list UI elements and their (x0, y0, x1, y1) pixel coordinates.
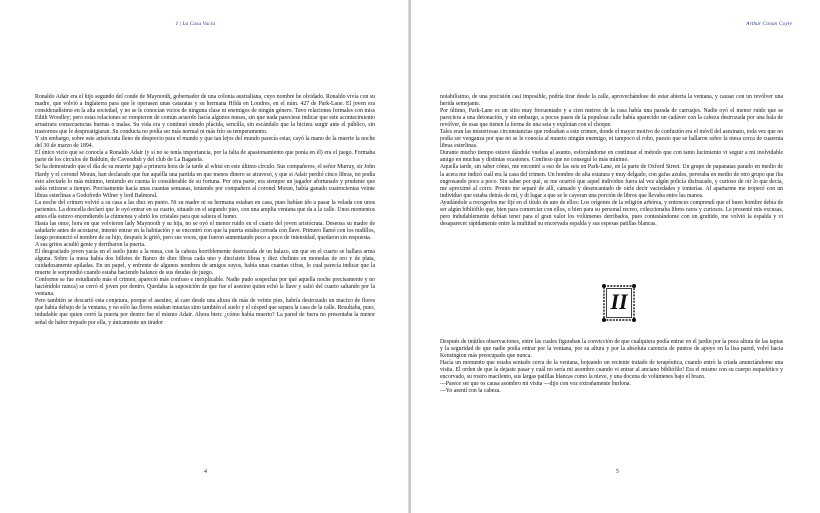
paragraph: Durante mucho tiempo estuve dándole vueltas al asunto, esforzándome en continuar el método que con tanto lucimiento vi seguir a mi inolvidable amigo en muchas y distintas ocasiones. Confieso que no conseguí lo más mínimo. (440, 150, 783, 164)
right-page-body-bottom (440, 339, 783, 395)
running-head: I | La Casa Vacía (176, 21, 216, 27)
chapter-ornament (601, 283, 637, 323)
paragraph: Y sin embargo, sobre este aristócrata lleno de desprecio para el mundo y que tan lejos del mundo parecía estar, cayó la mano de la muerte la noche del 30 de marzo de 1894. (35, 136, 375, 150)
paragraph: —Parece ser que os causa asombro mi visita —dijo con voz extrañamente burlona. (440, 381, 631, 388)
running-head: Arthur Conan Coyle (746, 21, 792, 27)
paragraph: El desgraciado joven yacía en el suelo junto a la mesa, con la cabeza horriblemente destrozada de un balazo, sin que en el cuarto se hallara arma alguna. Sobre la mesa había dos billetes de Banco de diez libras cada uno y diecisiete libras y diez chelines en monedas de oro y de plata, cuidadosamente apiladas. En un papel, y enfrente de algunos nombres de amigos suyos, había unas cuantas cifras, lo cual parecía indicar que la muerte le sorprendió cuando estaba haciendo balance de sus deudas de juego. (35, 249, 375, 277)
paragraph: Hasta las once, hora en que volvieron lady Maynooth y su hija, no se oyó el menor ruido en el cuarto del joven aristócrata. Deseosa su madre de saludarle antes de acostarse, intentó entrar en la habitación y se encontró con que la puerta estaba cerrada con llave. Primero llamó con los nudillos, luego pronunció el nombre de su hijo, después le gritó, pero sus voces, que fueron aumentando poco a poco de intensidad, quedaron sin respuesta. (35, 220, 375, 241)
paragraph: A sus gritos acudió gente y derribaron la puerta. (35, 241, 146, 248)
paragraph: notabilísimo, de una precisión casi imposible, podría tirar desde la calle, aprovechándose de estar abierta la ventana, y causar con un revólver una herida semejante. (440, 94, 783, 108)
paragraph: Conforme se fue estudiando más el crimen, apareció más confuso e inexplicable. Nadie pudo sospechar por qué aquella noche precisamente y no haciéndolo nunca) se cerró el joven por dentro. Quedaba la suposición de que fue el asesino quien echó la llave y salió del cuarto saltando por la ventana. (35, 277, 375, 298)
paragraph: Ronaldo Adair era el hijo segundo del conde de Maynooth, gobernador de una colonia australiana, cuyo nombre he olvidado. Ronaldo vivía con su madre, que volvió a Inglaterra para que le operasen unas cataratas y su hermana Hilda en Londres, en el núm. 427 de Park-Lane. El joven era consideradísimo en la alta sociedad, y no se le conocían vicios de ninguna clase ni enemigos de ningún género. Tuvo relaciones formales con miss Edith Woodley; pero estas relaciones se rompieron de común acuerdo hacía algunos meses, sin que nada pareciese indicar que este acontecimiento arrastrara consecuencias buenas o malas. Su vida era y continuó siendo plácida, sencilla, sin escándalo que la hiciera surgir ante el público, sin trastornos que le despreatigiaran. Su conducta no podía ser más normal ni más frío su temperamento. (35, 94, 375, 136)
right-page-body-top (440, 94, 783, 228)
paragraph: El único vicio que se conocía a Ronaldo Adair (y si no se tenía importancia, por la falta de apasionamiento que ponía en él) era el juego. Formaba parte de los círculos de Balduin, de Cavendish y del club de La Bagatela. (35, 150, 375, 164)
paragraph: La noche del crimen volvió a su casa a las diez en punto. Ni su madre ni su hermana estaban en casa, pues habían ido a pasar la velada con unos parientes. La doncella declaró que le oyó entrar en su cuarto, situado en el segundo piso, con una amplia ventana que da a la calle. Unos momentos antes ella estuvo encendiendo la chimenea y abrió los cristales para que saliera el humo. (35, 199, 375, 220)
right-page (411, 0, 820, 513)
paragraph: Pero también se descartó esta conjetura, porque el asesino, al caer desde una altura de más de veinte pies, habría destrozado un macizo de flores que había debajo de la ventana, y no sólo las flores estaban intactas sino también el suelo y el césped que separa la casa de la calle. Resultaba, pues, indudable que quien cerró la puerta por dentro fue el mismo Adair. Ahora bien: ¿cómo había muerto? La pared de fuera no presentaba la menor señal de haber trepado por ella, y únicamente un tirador (35, 298, 375, 326)
left-page-body (35, 94, 375, 327)
paragraph: Hacía un momento que estaba sentado cerca de la ventana, hojeando un reciente tratado de terapéutica, cuando entró la criada anunciándome una visita. El orden de que la dejaste pasar y cuál no sería mi asombro cuando vi entrar al anciano bibliófilo! Era el mismo con su cuerpo esquelético y encorvado, su rostro macilento, sus largas patillas blancas como la nieve, y una docena de volúmenes bajo el brazo. (440, 360, 783, 381)
paragraph: —Yo asentí con la cabeza. (440, 388, 501, 395)
paragraph: Aquella tarde, sin saber cómo, me encontré a eso de las seis en Park-Lane, en la parte de Oxford Street. Un grupo de papanatas parado en medio de la acera me indicó cuál era la casa del crimen. Un hombre de alta estatura y muy delgado, con gafas azules, peroraba en medio de otro grupo que iba engrosando poco a poco. Sin saber por qué, se me ocurrió que aquel individuo fuera tal vez algún policía disfrazado, y curioso de oír lo que decía, me aproximé al corro. Pronto me separé de allí, cansado y desencantado de oírle decir vaciedades y tonterías. Al apartarme me tropecé con un individuo que estaba detrás de mí, y di lugar a que se le cayeran una porción de libros que llevaba entre las manos. (440, 164, 783, 199)
page-number: 4 (204, 469, 207, 475)
page-number: 5 (616, 469, 619, 475)
paragraph: Ayudándole a recogerlos me fijé en el título de uno de ellos: Los orígenes de la religión arbórea, y entonces comprendí que el buen hombre debía de ser algún bibliófilo que, bien para comerciar con ellos, o bien para su personal recreo, coleccionaba libros raros y curiosos. Le presenté mis excusas, pero indudablemente debían tener para el gran valor los volúmenes derribados, pues contestándome con un gruñido, me volvió la espalda y vi desaparecer rápidamente entre la multitud su encorvada espalda y sus espesas patillas blancas. (440, 199, 783, 227)
paragraph: Por último, Park-Lane es un sitio muy frecuentado y a cien metros de la casa había una parada de carruajes. Nadie oyó el menor ruido que se pareciera a una detonación, y sin embargo, a pocos pasos de la populosa calle había aparecido un cadáver con la cabeza destrozada por una bala de revólver, de esas que tienen la forma de una seta y explotan con el choque. (440, 108, 783, 129)
chapter-numeral: II (610, 289, 628, 314)
paragraph: Después de inútiles observaciones, entre las cuales figuraban la convicción de que cualquiera podía entrar en el jardín por la poca altura de las tapias y la seguridad de que nadie podía entrar por la ventana, por su altura y por la absoluta carencia de puntos de apoyo en la lisa pared, volví hacia Kensington más preocupado que nunca. (440, 339, 783, 360)
paragraph: Tales eran las misteriosas circunstancias que rodeaban a este crimen, donde el mayor motivo de confusión era el móvil del asesinato, toda vez que no podía ser venganza por que no se le conocía al muerto ningún enemigo, ni tampoco el robo, puesto que se hallaron sobre la mesa cerca de cuarenta libras esterlinas. (440, 129, 783, 150)
paragraph: Se ha demostrado que el día de su muerte jugó a primera hora de la tarde al whist en este último círculo. Sus compañeros, el señor Murray, sir John Hardy y el coronel Moran, han declarado que fue aquélla una partida en que menos dinero se atravesó, y que si Adair perdió cinco libras, no podía esto afectarle lo más mínimo, teniendo en cuenta lo considerable de su fortuna. Por otra parte, era siempre un jugador afortunado y prudente que sabía retirarse a tiempo. Precisamente hacía unas cuantas semanas, teniendo por compañero al coronel Moran, había ganado cuatrocientas veinte libras esterlinas a Godofredo Wilner y lord Balmoral. (35, 164, 375, 199)
